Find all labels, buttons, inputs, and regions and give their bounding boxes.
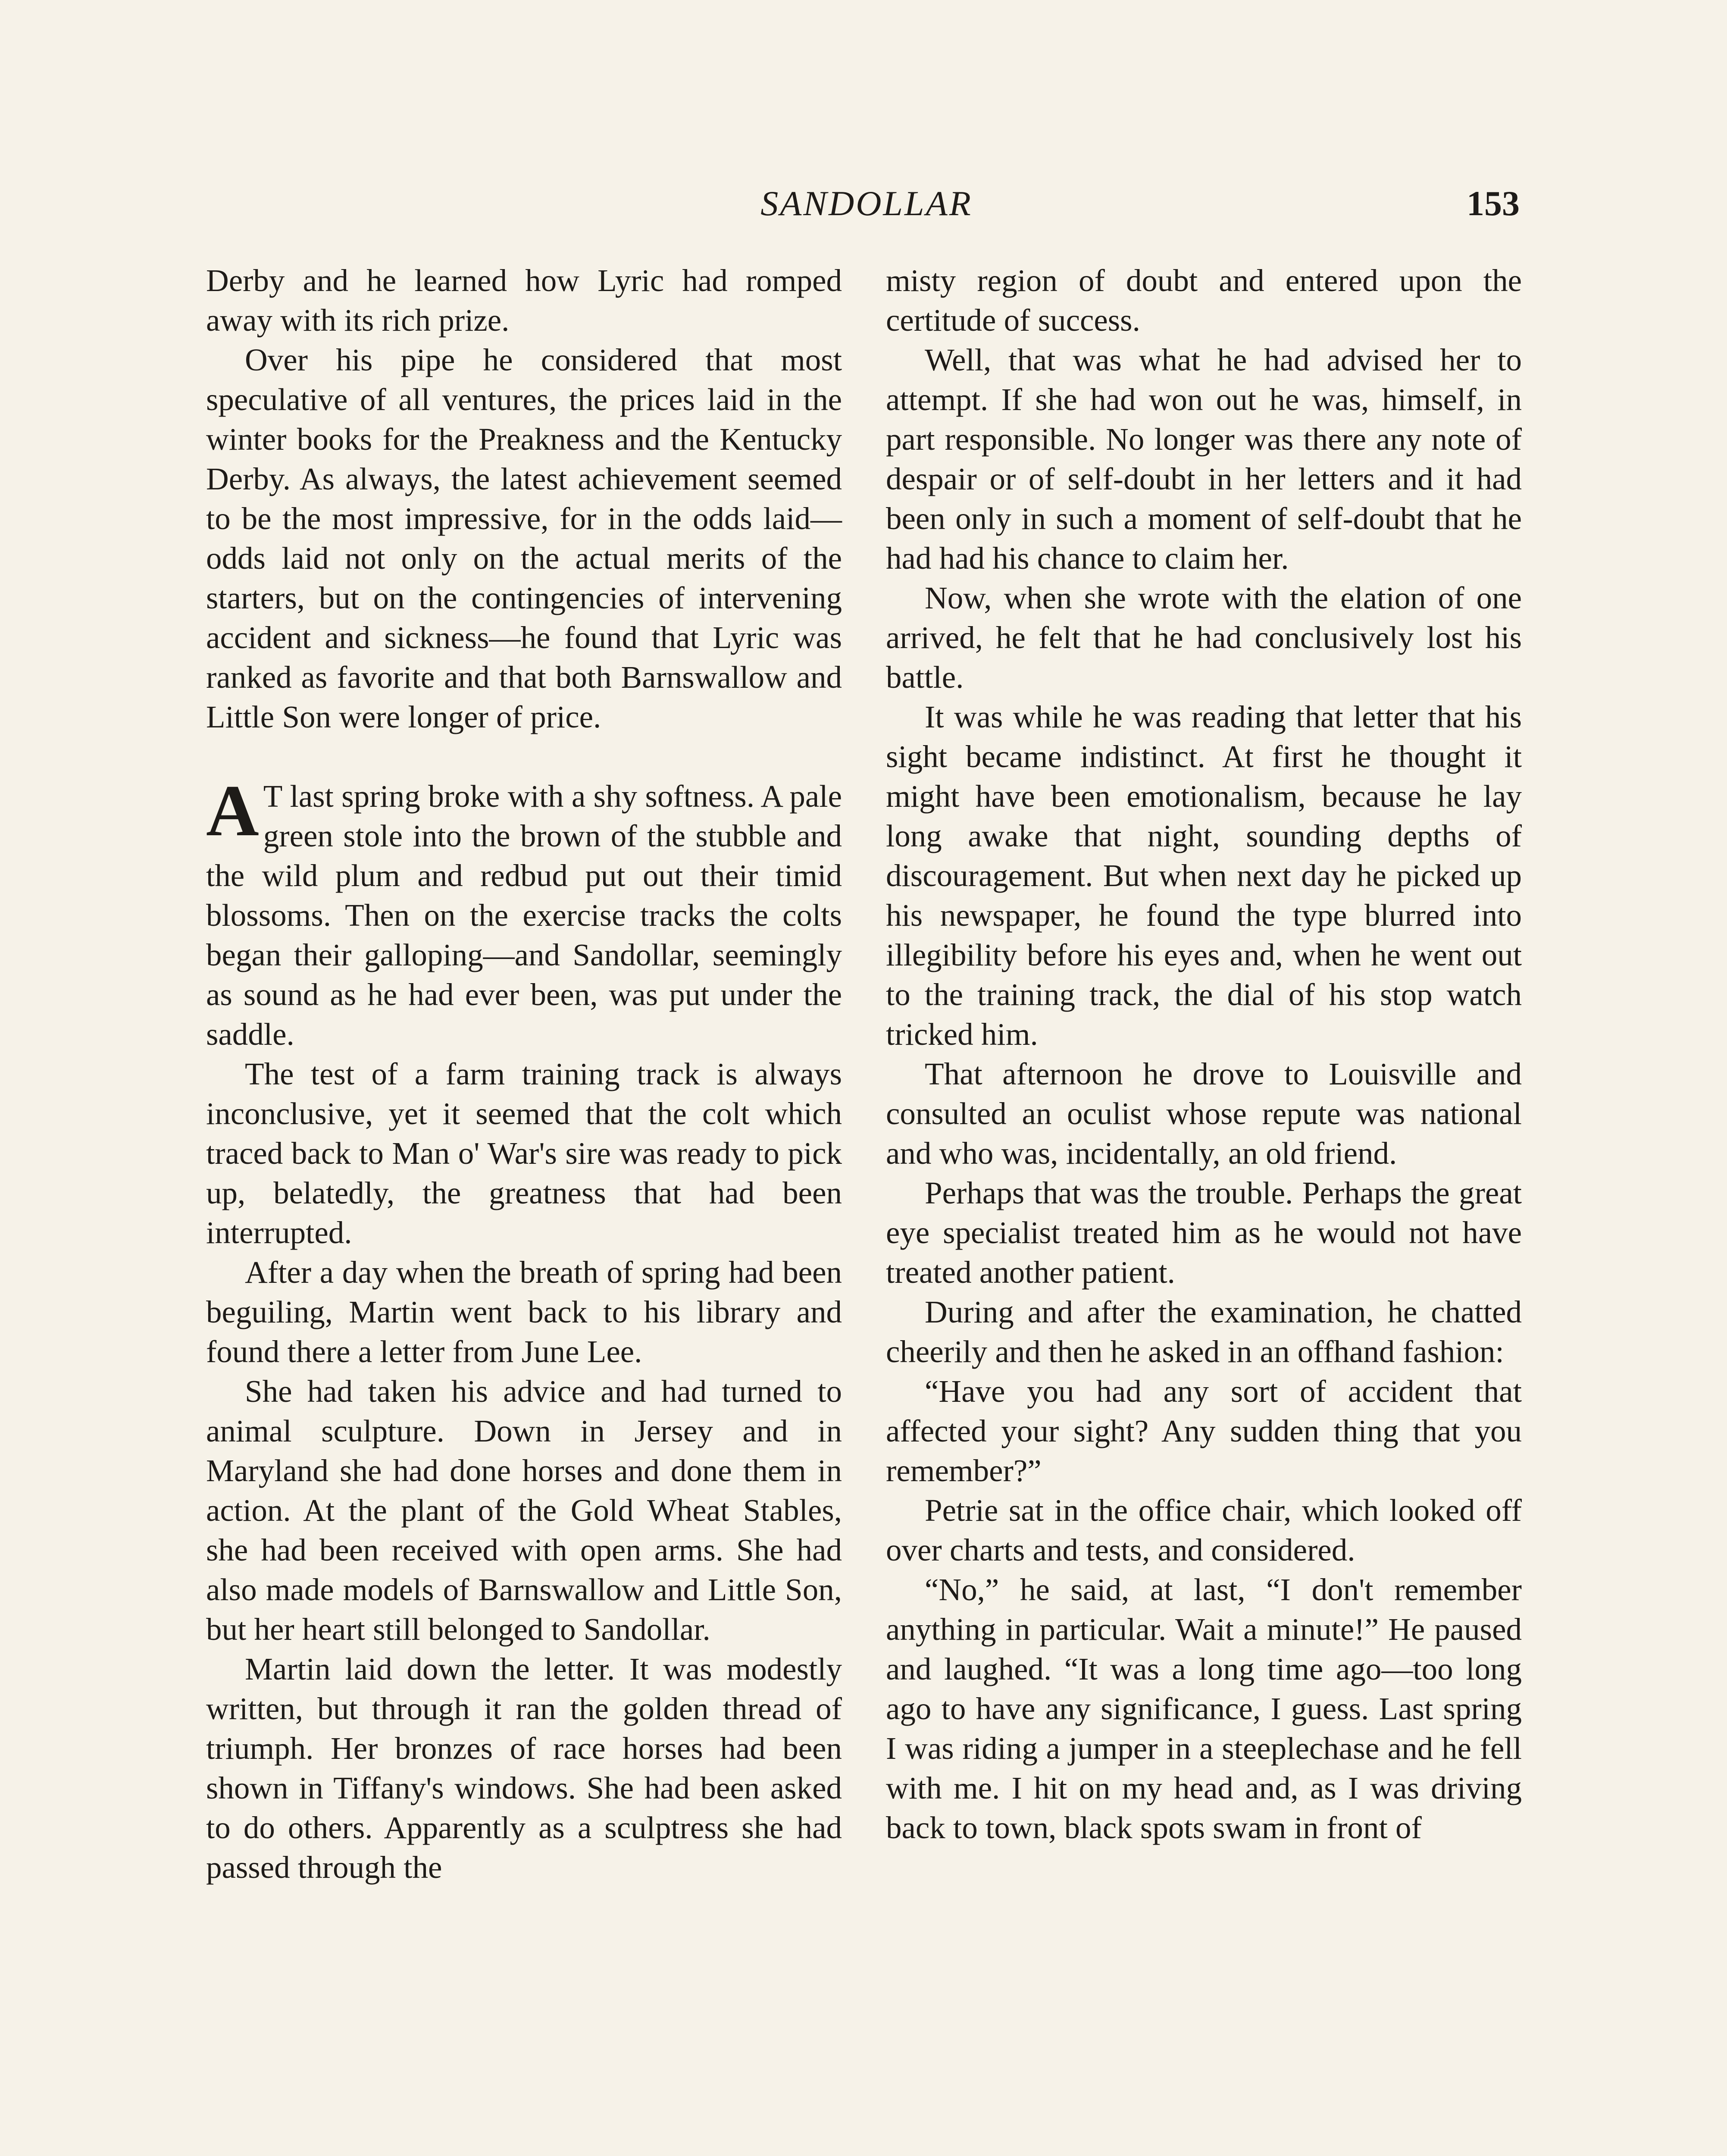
page-number: 153 (1467, 184, 1520, 223)
left-paragraph-2: Over his pipe he considered that most speculative of all ventures, the prices laid in the winter books for the Preakness and the Kentucky Derby. As always, the latest achievement seemed to be the most impressive, for in the odds laid—odds laid not only on the actual merits of the starters, but on the contingencies of intervening accident and sickness—he found that Lyric was ranked as favorite and that both Barnswallow and Little Son were longer of price. (206, 342, 842, 734)
right-paragraph-5: That afternoon he drove to Louisville and consulted an oculist whose repute was national and who was, incidentally, an old friend. (886, 1056, 1522, 1171)
right-paragraph-8: “Have you had any sort of accident that affected your sight? Any sudden thing that you remember?” (886, 1374, 1522, 1488)
right-paragraph-2: Well, that was what he had advised her to attempt. If she had won out he was, himself, in part responsible. No longer was there any note of despair or of self-doubt in her letters and it had been only in such a moment of self-doubt that he had had his chance to claim her. (886, 342, 1522, 576)
right-column (886, 261, 1522, 1848)
right-paragraph-1: misty region of doubt and entered upon the certitude of success. (886, 263, 1522, 338)
right-paragraph-10: “No,” he said, at last, “I don't remember anything in particular. Wait a minute!” He paused and laughed. “It was a long time ago—too long ago to have any significance, I guess. Last spring I was riding a jumper in a steeplechase and he fell with me. I hit on my head and, as I was driving back to town, black spots swam in front of (886, 1572, 1522, 1845)
right-paragraph-7: During and after the examination, he chatted cheerily and then he asked in an offhand fashion: (886, 1294, 1522, 1369)
left-paragraph-5: After a day when the breath of spring had been beguiling, Martin went back to his library and found there a letter from June Lee. (206, 1255, 842, 1369)
left-column (206, 261, 842, 1887)
left-paragraph-7: Martin laid down the letter. It was modestly written, but through it ran the golden thread of triumph. Her bronzes of race horses had been shown in Tiffany's windows. She had been asked to do others. Apparently as a sculptress she had passed through the (206, 1651, 842, 1885)
left-paragraph-6: She had taken his advice and had turned to animal sculpture. Down in Jersey and in Maryland she had done horses and done them in action. At the plant of the Gold Wheat Stables, she had been received with open arms. She had also made models of Barnswallow and Little Son, but her heart still belonged to Sandollar. (206, 1374, 842, 1647)
left-paragraph-3 (206, 770, 842, 1054)
right-paragraph-9: Petrie sat in the office chair, which looked off over charts and tests, and considered. (886, 1493, 1522, 1567)
right-paragraph-6: Perhaps that was the trouble. Perhaps the great eye specialist treated him as he would not have treated another patient. (886, 1175, 1522, 1290)
left-paragraph-3-text: T last spring broke with a shy softness. A pale green stole into the brown of the stubble and the wild plum and redbud put out their timid blossoms. Then on the exercise tracks the colts began their galloping—and Sandollar, seemingly as sound as he had ever been, was put under the saddle. (206, 779, 842, 1052)
left-paragraph-1: Derby and he learned how Lyric had romped away with its rich prize. (206, 263, 842, 338)
drop-cap: A (206, 770, 259, 851)
running-title: SANDOLLAR (760, 184, 973, 223)
left-paragraph-4: The test of a farm training track is always inconclusive, yet it seemed that the colt which traced back to Man o' War's sire was ready to pick up, belatedly, the greatness that had been interrupted. (206, 1056, 842, 1250)
right-paragraph-3: Now, when she wrote with the elation of one arrived, he felt that he had conclusively lost his battle. (886, 580, 1522, 695)
right-paragraph-4: It was while he was reading that letter that his sight became indistinct. At first he thought it might have been emotionalism, because he lay long awake that night, sounding depths of discouragement. But when next day he picked up his newspaper, he found the type blurred into illegibility before his eyes and, when he went out to the training track, the dial of his stop watch tricked him. (886, 699, 1522, 1052)
